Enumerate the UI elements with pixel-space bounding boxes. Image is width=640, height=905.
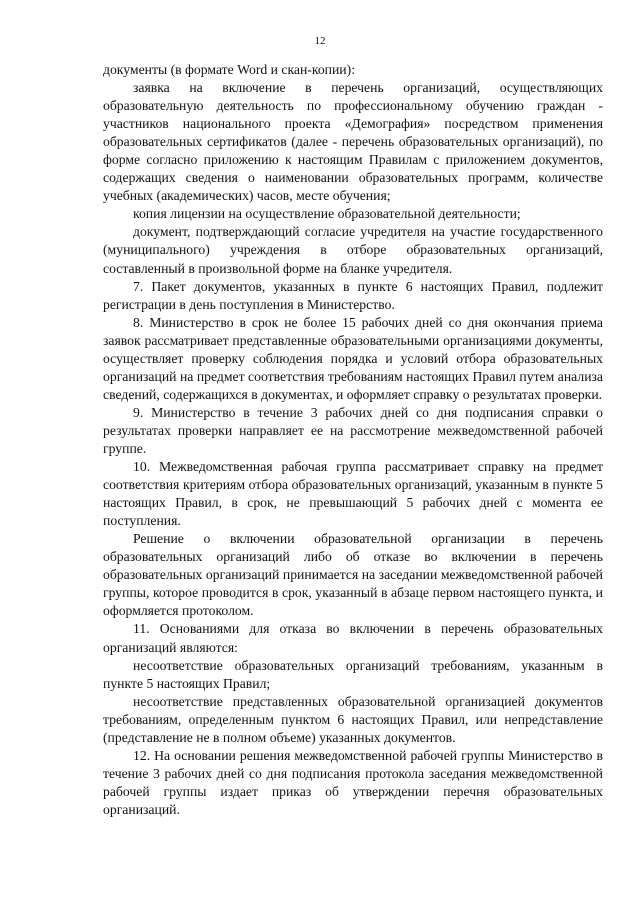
paragraph-license-copy: копия лицензии на осуществление образовательной деятельности; xyxy=(133,206,521,222)
paragraph-clause-11: 11. Основаниями для отказа во включении в перечень образовательных организаций являются: xyxy=(103,621,603,655)
paragraph-application: заявка на включение в перечень организаций, осуществляющих образовательную деятельность по профессиональному обучению граждан - участников национального проекта «Демография» посредством применения образовательных сертификатов (далее - перечень образовательных организаций), по форме согласно приложению к настоящим Правилам с приложением документов, содержащих сведения о наименовании образовательных программ, количестве учебных (академических) часов, месте обучения; xyxy=(103,80,603,204)
paragraph-clause-7: 7. Пакет документов, указанных в пункте 6 настоящих Правил, подлежит регистрации в день поступления в Министерство. xyxy=(103,278,603,312)
paragraph-founder-consent: документ, подтверждающий согласие учредителя на участие государственного (муниципального) учреждения в отборе образовательных организаций, составленный в произвольной форме на бланке учредителя. xyxy=(103,224,603,276)
paragraph-decision: Решение о включении образовательной организации в перечень образовательных организаций либо об отказе во включении в перечень образовательных организаций принимается на заседании межведомственной рабочей группы, которое проводится в срок, указанный в абзаце первом настоящего пункта, и оформляется протоколом. xyxy=(103,531,603,619)
paragraph-documents-intro: документы (в формате Word и скан-копии): xyxy=(103,62,355,77)
paragraph-noncompliance-documents: несоответствие представленных образовательной организацией документов требованиям, определенным пунктом 6 настоящих Правил, или непредставление (представление не в полном объеме) указанных документов. xyxy=(103,693,603,745)
document-body xyxy=(103,61,603,819)
paragraph-clause-9: 9. Министерство в течение 3 рабочих дней со дня подписания справки о результатах проверки направляет ее на рассмотрение межведомственной рабочей группе. xyxy=(103,404,603,456)
paragraph-clause-8: 8. Министерство в срок не более 15 рабочих дней со дня окончания приема заявок рассматривает представленные образовательными организациями документы, осуществляет проверку соблюдения порядка и условий отбора образовательных организаций на предмет соответствия требованиям настоящих Правил путем анализа сведений, содержащихся в документах, и оформляет справку о результатах проверки. xyxy=(103,314,603,402)
paragraph-clause-10: 10. Межведомственная рабочая группа рассматривает справку на предмет соответствия критериям отбора образовательных организаций, указанным в пункте 5 настоящих Правил, в срок, не превышающий 5 рабочих дней с момента ее поступления. xyxy=(103,459,603,529)
paragraph-clause-12: 12. На основании решения межведомственной рабочей группы Министерство в течение 3 рабочих дней со дня подписания протокола заседания межведомственной рабочей группы издает приказ об утверждении перечня образовательных организаций. xyxy=(103,747,603,817)
paragraph-noncompliance-requirements: несоответствие образовательных организаций требованиям, указанным в пункте 5 настоящих Правил; xyxy=(103,657,603,691)
page-number: 12 xyxy=(314,35,326,47)
